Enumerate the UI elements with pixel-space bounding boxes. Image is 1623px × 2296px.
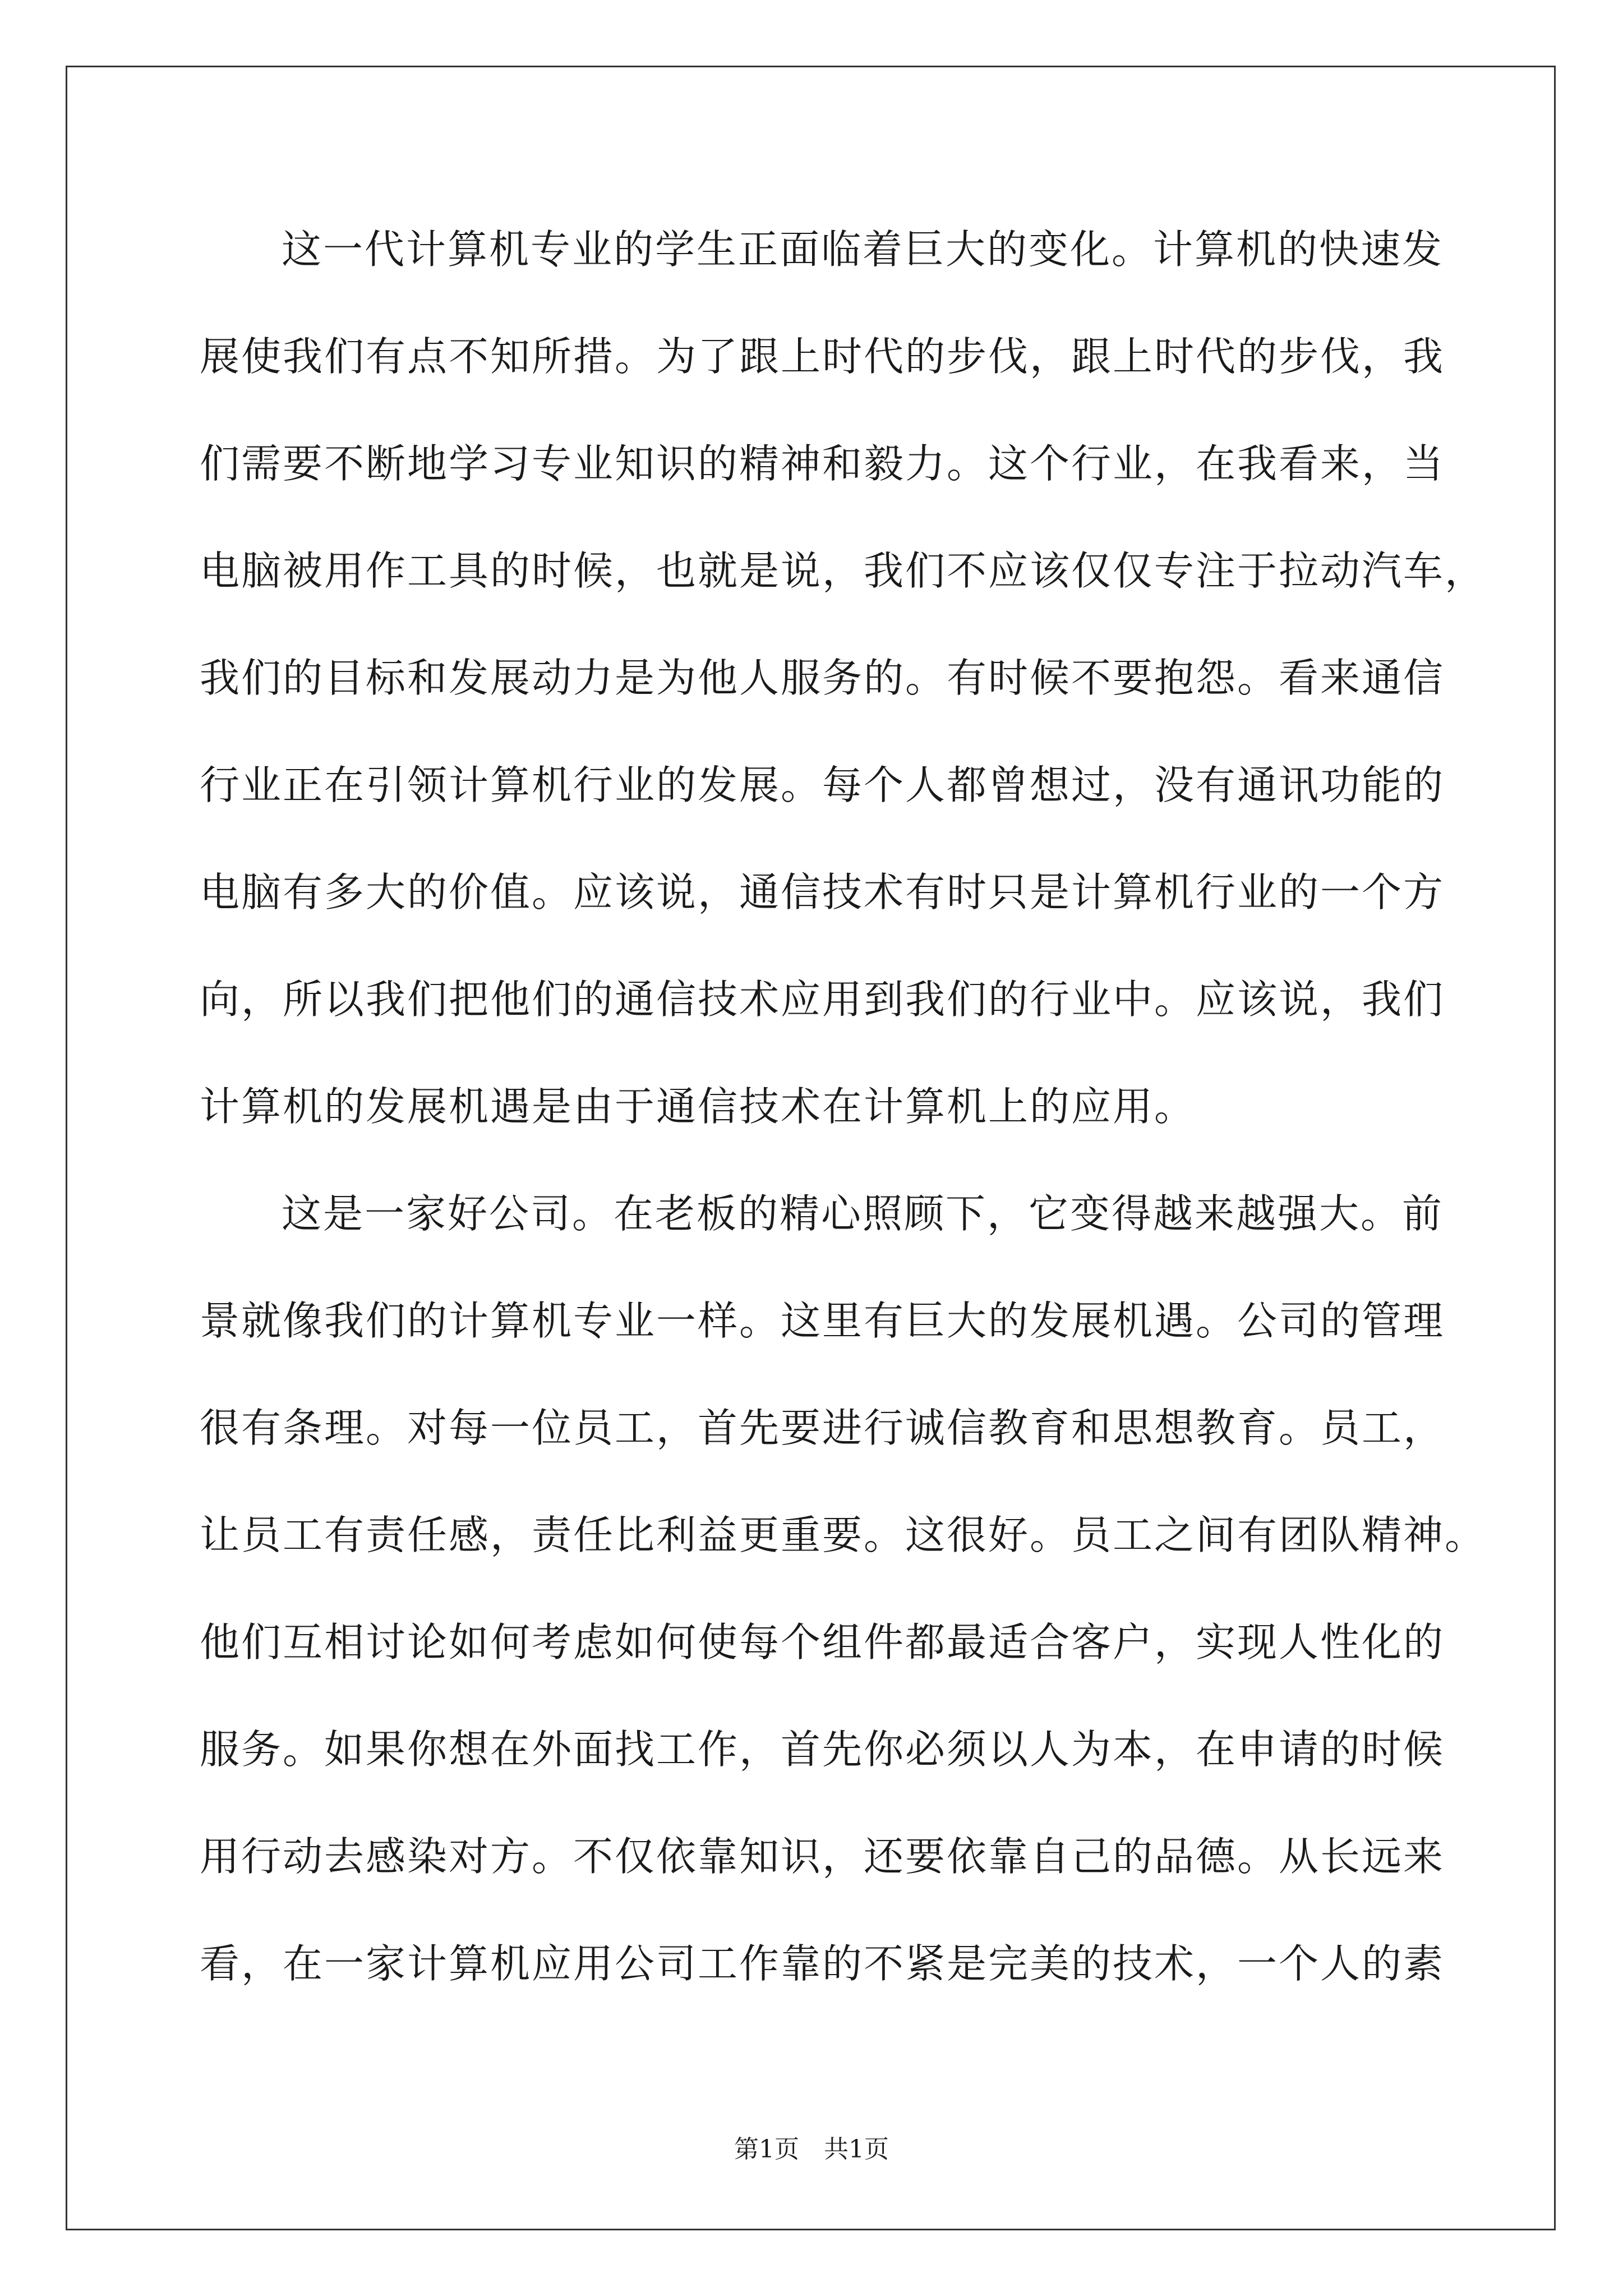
- text-line: 计算机的发展机遇是由于通信技术在计算机上的应用。: [200, 1083, 1196, 1130]
- text-line: 行业正在引领计算机行业的发展。每个人都曾想过，没有通讯功能的: [200, 762, 1445, 808]
- text-line: 我们的目标和发展动力是为他人服务的。有时候不要抱怨。看来通信: [200, 655, 1445, 701]
- text-line: 用行动去感染对方。不仅依靠知识，还要依靠自己的品德。从长远来: [200, 1833, 1445, 1880]
- text-line: 向，所以我们把他们的通信技术应用到我们的行业中。应该说，我们: [200, 976, 1445, 1023]
- text-line: 他们互相讨论如何考虑如何使每个组件都最适合客户，实现人性化的: [200, 1619, 1445, 1665]
- text-line: 服务。如果你想在外面找工作，首先你必须以人为本，在申请的时候: [200, 1726, 1445, 1773]
- text-line: 这一代计算机专业的学生正面临着巨大的变化。计算机的快速发: [282, 226, 1444, 273]
- text-line: 景就像我们的计算机专业一样。这里有巨大的发展机遇。公司的管理: [200, 1297, 1445, 1344]
- text-line: 电脑被用作工具的时候，也就是说，我们不应该仅仅专注于拉动汽车，: [200, 547, 1487, 594]
- document-body: [200, 219, 1487, 2040]
- text-line: 展使我们有点不知所措。为了跟上时代的步伐，跟上时代的步伐，我: [200, 333, 1445, 380]
- text-line: 这是一家好公司。在老板的精心照顾下，它变得越来越强大。前: [282, 1190, 1444, 1237]
- text-line: 电脑有多大的价值。应该说，通信技术有时只是计算机行业的一个方: [200, 869, 1445, 915]
- text-line: 让员工有责任感，责任比利益更重要。这很好。员工之间有团队精神。: [200, 1512, 1487, 1558]
- text-line: 们需要不断地学习专业知识的精神和毅力。这个行业，在我看来，当: [200, 440, 1445, 487]
- text-line: 很有条理。对每一位员工，首先要进行诚信教育和思想教育。员工，: [200, 1405, 1445, 1451]
- page-footer: 第1页 共1页: [734, 2135, 889, 2164]
- text-line: 看，在一家计算机应用公司工作靠的不紧是完美的技术，一个人的素: [200, 1940, 1445, 1987]
